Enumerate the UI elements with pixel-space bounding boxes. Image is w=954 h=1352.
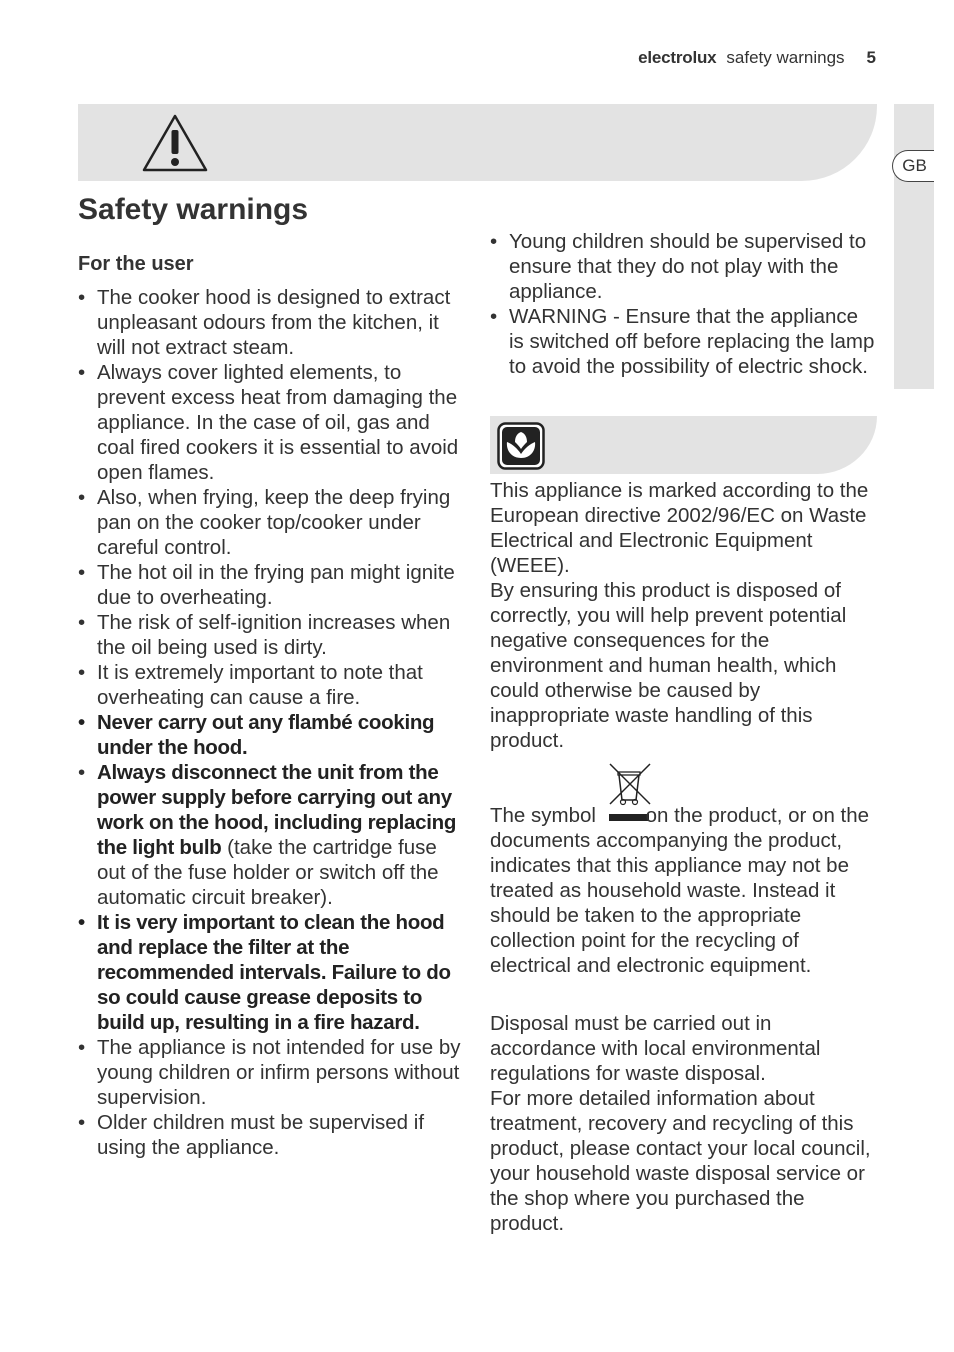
weee-paragraph	[490, 803, 876, 978]
brand-name: electrolux	[638, 48, 717, 67]
warning-banner	[78, 104, 877, 181]
list-item-text: Always cover lighted elements, to prevent excess heat from damaging the appliance. In the case of oil, gas and coal fired cookers it is essential to avoid open flames.	[97, 361, 459, 484]
weee-paragraph: For more detailed information about treatment, recovery and recycling of this product, please contact your local council, your household waste disposal service or the shop where you purchased the product.	[490, 1087, 871, 1235]
user-safety-list	[78, 285, 470, 1160]
section-subhead: For the user	[78, 253, 194, 275]
list-item	[78, 360, 470, 485]
list-item-text: Also, when frying, keep the deep frying pan on the cooker top/cooker under careful control.	[97, 486, 451, 559]
list-item	[78, 1110, 470, 1160]
language-tab: GB	[892, 150, 934, 182]
list-item	[78, 710, 470, 760]
list-item-bold-text: Always disconnect the unit from the power supply before carrying out any work on the hood, including replacing the light bulb	[97, 761, 457, 859]
weee-paragraph: This appliance is marked according to the European directive 2002/96/EC on Waste Electrical and Electronic Equipment (WEEE).	[490, 479, 869, 577]
environment-banner	[490, 416, 877, 474]
symbol-text-before: The symbol	[490, 804, 602, 827]
page-number: 5	[866, 48, 876, 67]
section-name: safety warnings	[726, 48, 845, 67]
supervision-list	[490, 229, 875, 379]
page-header	[638, 48, 876, 68]
list-item	[78, 485, 470, 560]
page-title: Safety warnings	[78, 193, 309, 226]
list-item	[78, 660, 470, 710]
list-item-text: It is extremely important to note that overheating can cause a fire.	[97, 661, 423, 709]
weee-paragraph: Disposal must be carried out in accordance with local environmental regulations for waste disposal.	[490, 1012, 821, 1085]
list-item-text: (take the cartridge fuse out of the fuse holder or switch off the automatic circuit breaker).	[97, 836, 439, 909]
list-item-text: The risk of self-ignition increases when the oil being used is dirty.	[97, 611, 451, 659]
list-item	[78, 1035, 470, 1110]
list-item	[490, 304, 875, 379]
list-item-text: The hot oil in the frying pan might ignite due to overheating.	[97, 561, 455, 609]
weee-paragraph: By ensuring this product is disposed of correctly, you will help prevent potential negative consequences for the environment and human health, which could otherwise be caused by inappropriate waste handling of this product.	[490, 579, 847, 752]
list-item	[78, 910, 470, 1035]
symbol-text-after: on the product, or on the documents accompanying the product, indicates that this appliance may not be treated as household waste. Instead it should be taken to the appropriate collection point for the recycling of electrical and electronic equipment.	[490, 804, 870, 977]
warning-triangle-icon	[140, 112, 210, 174]
list-item	[78, 560, 470, 610]
side-tab	[894, 104, 934, 389]
list-item	[78, 610, 470, 660]
list-item-text: Ensure that the appliance is switched off before replacing the lamp to avoid the possibility of electric shock.	[509, 305, 875, 378]
list-item	[78, 285, 470, 360]
list-item-text: The cooker hood is designed to extract unpleasant odours from the kitchen, it will not extract steam.	[97, 286, 451, 359]
list-item-text: Older children must be supervised if using the appliance.	[97, 1111, 425, 1159]
list-item	[78, 760, 470, 910]
warning-label: WARNING -	[509, 305, 626, 328]
list-item-text: The appliance is not intended for use by young children or infirm persons without supervision.	[97, 1036, 461, 1109]
list-item	[490, 229, 875, 304]
list-item-text: Young children should be supervised to ensure that they do not play with the appliance.	[509, 230, 867, 303]
list-item-text: Never carry out any flambé cooking under the hood.	[97, 711, 435, 759]
list-item-text: It is very important to clean the hood and replace the filter at the recommended intervals. Failure to do so could cause grease deposits to build up, resulting in a fire hazard.	[97, 911, 451, 1034]
environment-flower-icon	[497, 422, 545, 470]
